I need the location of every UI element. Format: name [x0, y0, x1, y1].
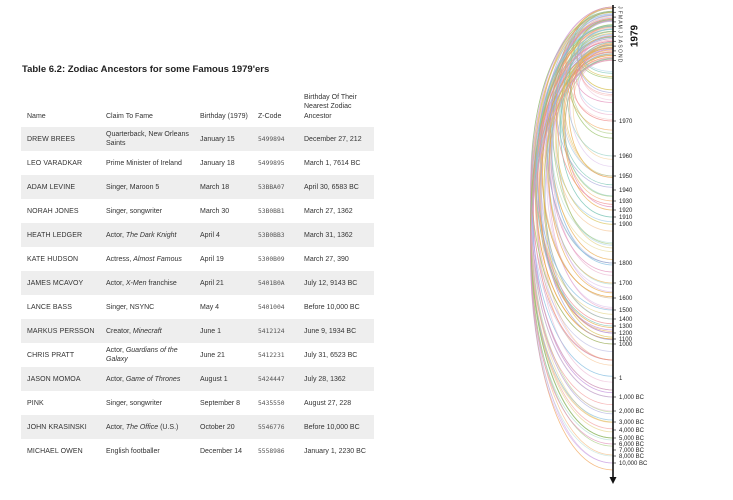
axis-tick-label: 1920	[619, 208, 633, 214]
table-row	[21, 223, 374, 247]
header-birthday: Birthday (1979)	[200, 112, 248, 120]
table-row	[21, 295, 374, 319]
claim-text: Quarterback, New Orleans Saints	[106, 131, 189, 147]
claim-text: Creator,	[106, 327, 133, 335]
cell-ancestor: Before 10,000 BC	[304, 303, 360, 311]
cell-birthday: January 18	[200, 159, 235, 167]
ancestor-arc	[531, 13, 614, 391]
cell-ancestor: July 31, 6523 BC	[304, 351, 358, 359]
cell-claim	[100, 175, 194, 199]
header-claim: Claim To Fame	[106, 112, 153, 120]
cell-birthday: October 20	[194, 415, 252, 439]
month-tick-label: M	[616, 14, 623, 20]
month-tick-label: D	[616, 58, 623, 63]
cell-claim	[100, 391, 194, 415]
cell-claim	[100, 151, 194, 175]
axis-tick-label: 3,000 BC	[619, 420, 645, 426]
table-row	[21, 343, 374, 367]
cell-birthday: June 21	[200, 351, 225, 359]
claim-italic: Minecraft	[132, 327, 162, 335]
cell-claim	[100, 319, 194, 343]
cell-ancestor: Before 10,000 BC	[298, 415, 374, 439]
axis-tick-label: 1910	[619, 215, 633, 221]
month-tick-label: J	[616, 35, 623, 38]
cell-claim	[100, 367, 194, 391]
cell-name: PINK	[27, 399, 44, 407]
cell-birthday: May 4	[200, 303, 220, 311]
header-ancestor: Birthday Of Their Nearest Zodiac Ancestor	[304, 93, 357, 120]
claim-suffix: (U.S.)	[158, 423, 179, 431]
axis-tick-label: 1700	[619, 281, 633, 287]
cell-birthday: March 30	[200, 207, 230, 215]
cell-ancestor: January 1, 2230 BC	[304, 447, 366, 455]
table-row	[21, 319, 374, 343]
claim-text: Singer, Maroon 5	[106, 183, 160, 191]
cell-claim	[100, 127, 194, 151]
cell-ancestor: April 30, 6583 BC	[298, 175, 374, 199]
month-tick-label: S	[616, 44, 623, 48]
axis-tick-label: 1400	[619, 317, 633, 323]
cell-claim	[100, 415, 194, 439]
axis-tick-label: 1,000 BC	[619, 395, 645, 401]
cell-birthday: August 1	[194, 367, 252, 391]
cell-zcode: 5546776	[252, 415, 298, 439]
axis-tick-label: 1900	[619, 222, 633, 228]
cell-birthday: April 4	[194, 223, 252, 247]
table-row	[21, 271, 374, 295]
month-tick-label: J	[616, 30, 623, 33]
cell-claim	[100, 199, 194, 223]
zodiac-ancestors-table	[21, 86, 374, 463]
table-row	[21, 415, 374, 439]
cell-claim	[100, 439, 194, 463]
cell-name: HEATH LEDGER	[21, 223, 100, 247]
axis-tick-label: 1	[619, 376, 623, 382]
axis-tick-label: 2,000 BC	[619, 409, 645, 415]
claim-text: Actress,	[106, 255, 134, 263]
cell-birthday: December 14	[200, 447, 243, 455]
axis-tick-label: 1930	[619, 199, 633, 205]
axis-tick-label: 1200	[619, 331, 633, 337]
cell-name: CHRIS PRATT	[27, 351, 75, 359]
cell-zcode: 5499894	[252, 127, 298, 151]
cell-zcode: 53BBA07	[252, 175, 298, 199]
axis-tick-label: 6,000 BC	[619, 442, 645, 448]
axis-tick-label: 1000	[619, 342, 633, 348]
cell-name: MARKUS PERSSON	[21, 319, 100, 343]
cell-zcode: 5401B0A	[252, 271, 298, 295]
cell-birthday: January 15	[194, 127, 252, 151]
year-label: 1979	[629, 24, 641, 48]
cell-zcode: 5300B09	[258, 255, 285, 263]
claim-italic: The Dark Knight	[125, 231, 177, 239]
month-tick-label: F	[616, 10, 623, 14]
month-tick-label: O	[616, 48, 623, 53]
cell-ancestor: March 27, 1362	[304, 207, 353, 215]
cell-name: ADAM LEVINE	[21, 175, 100, 199]
cell-ancestor: June 9, 1934 BC	[298, 319, 374, 343]
cell-name: DREW BREES	[21, 127, 100, 151]
claim-text: Singer, songwriter	[106, 207, 163, 215]
claim-text: Prime Minister of Ireland	[106, 159, 182, 167]
cell-ancestor: July 12, 9143 BC	[298, 271, 374, 295]
axis-tick-label: 4,000 BC	[619, 428, 645, 434]
axis-tick-label: 8,000 BC	[619, 454, 645, 460]
cell-claim	[100, 295, 194, 319]
claim-italic: The Office	[125, 423, 159, 431]
table-row	[21, 439, 374, 463]
table-row	[21, 367, 374, 391]
zodiac-arc-chart	[490, 0, 733, 500]
claim-text: Singer, NSYNC	[106, 303, 155, 311]
axis-tick-label: 1300	[619, 324, 633, 330]
cell-claim	[100, 343, 194, 367]
axis-arrow	[610, 477, 617, 484]
axis-tick-label: 1970	[619, 119, 633, 125]
cell-zcode: 5412124	[252, 319, 298, 343]
cell-ancestor: March 1, 7614 BC	[304, 159, 361, 167]
claim-text: Actor,	[106, 375, 126, 383]
axis-tick-label: 1950	[619, 174, 633, 180]
cell-zcode: 5558986	[258, 447, 285, 455]
table-title: Table 6.2: Zodiac Ancestors for some Famous 1979'ers	[22, 64, 270, 75]
cell-name: LEO VARADKAR	[27, 159, 83, 167]
cell-birthday: March 18	[194, 175, 252, 199]
table-row	[21, 391, 374, 415]
table-header-row	[21, 86, 374, 127]
month-tick-label: A	[616, 20, 623, 24]
axis-tick-label: 1940	[619, 188, 633, 194]
cell-zcode: 53B0BB3	[252, 223, 298, 247]
axis-tick-label: 7,000 BC	[619, 448, 645, 454]
claim-text: Actor,	[106, 279, 126, 287]
cell-zcode: 53B0BB1	[258, 207, 285, 215]
month-tick-label: N	[616, 53, 623, 58]
claim-italic: X-Men	[125, 279, 147, 287]
cell-ancestor: August 27, 228	[304, 399, 352, 407]
cell-birthday: April 19	[200, 255, 224, 263]
axis-tick-label: 1960	[619, 154, 633, 160]
cell-claim	[100, 223, 194, 247]
cell-name: JASON MOMOA	[21, 367, 100, 391]
claim-italic: Almost Famous	[133, 255, 182, 263]
cell-claim	[100, 247, 194, 271]
axis-tick-label: 1100	[619, 337, 632, 343]
cell-birthday: April 21	[194, 271, 252, 295]
cell-name: KATE HUDSON	[27, 255, 79, 263]
cell-ancestor: March 31, 1362	[298, 223, 374, 247]
month-tick-label: A	[616, 39, 623, 43]
claim-italic: Game of Thrones	[125, 375, 181, 383]
axis-tick-label: 1500	[619, 308, 633, 314]
claim-text: English footballer	[106, 447, 160, 455]
month-tick-label: M	[616, 24, 623, 29]
month-tick-label: J	[616, 6, 623, 9]
axis-tick-label: 10,000 BC	[619, 461, 648, 467]
cell-zcode: 5435550	[258, 399, 285, 407]
cell-zcode: 5424447	[252, 367, 298, 391]
claim-text: Actor,	[106, 423, 126, 431]
axis-tick-label: 1800	[619, 261, 633, 267]
table-row	[21, 175, 374, 199]
cell-name: NORAH JONES	[27, 207, 79, 215]
claim-text: Actor,	[106, 347, 126, 354]
claim-text: Actor,	[106, 231, 126, 239]
cell-ancestor: December 27, 212	[298, 127, 374, 151]
cell-name: MICHAEL OWEN	[27, 447, 83, 455]
cell-name: LANCE BASS	[27, 303, 72, 311]
cell-zcode: 5401004	[258, 303, 285, 311]
cell-birthday: September 8	[200, 399, 241, 407]
cell-name: JAMES MCAVOY	[21, 271, 100, 295]
claim-text: Singer, songwriter	[106, 399, 163, 407]
claim-suffix: franchise	[146, 279, 177, 287]
cell-name: JOHN KRASINSKI	[21, 415, 100, 439]
table-row	[21, 151, 374, 175]
table-row	[21, 247, 374, 271]
cell-claim	[100, 271, 194, 295]
cell-birthday: June 1	[194, 319, 252, 343]
axis-tick-label: 5,000 BC	[619, 436, 645, 442]
cell-ancestor: March 27, 390	[304, 255, 349, 263]
cell-zcode: 5499895	[258, 159, 285, 167]
table-row	[21, 127, 374, 151]
table-row	[21, 199, 374, 223]
claim-italic: Guardians of the Galaxy	[106, 347, 178, 363]
axis-tick-label: 1600	[619, 296, 633, 302]
cell-ancestor: July 28, 1362	[298, 367, 374, 391]
header-zcode: Z-Code	[258, 112, 282, 120]
header-name: Name	[27, 112, 46, 120]
cell-zcode: 5412231	[258, 351, 285, 359]
